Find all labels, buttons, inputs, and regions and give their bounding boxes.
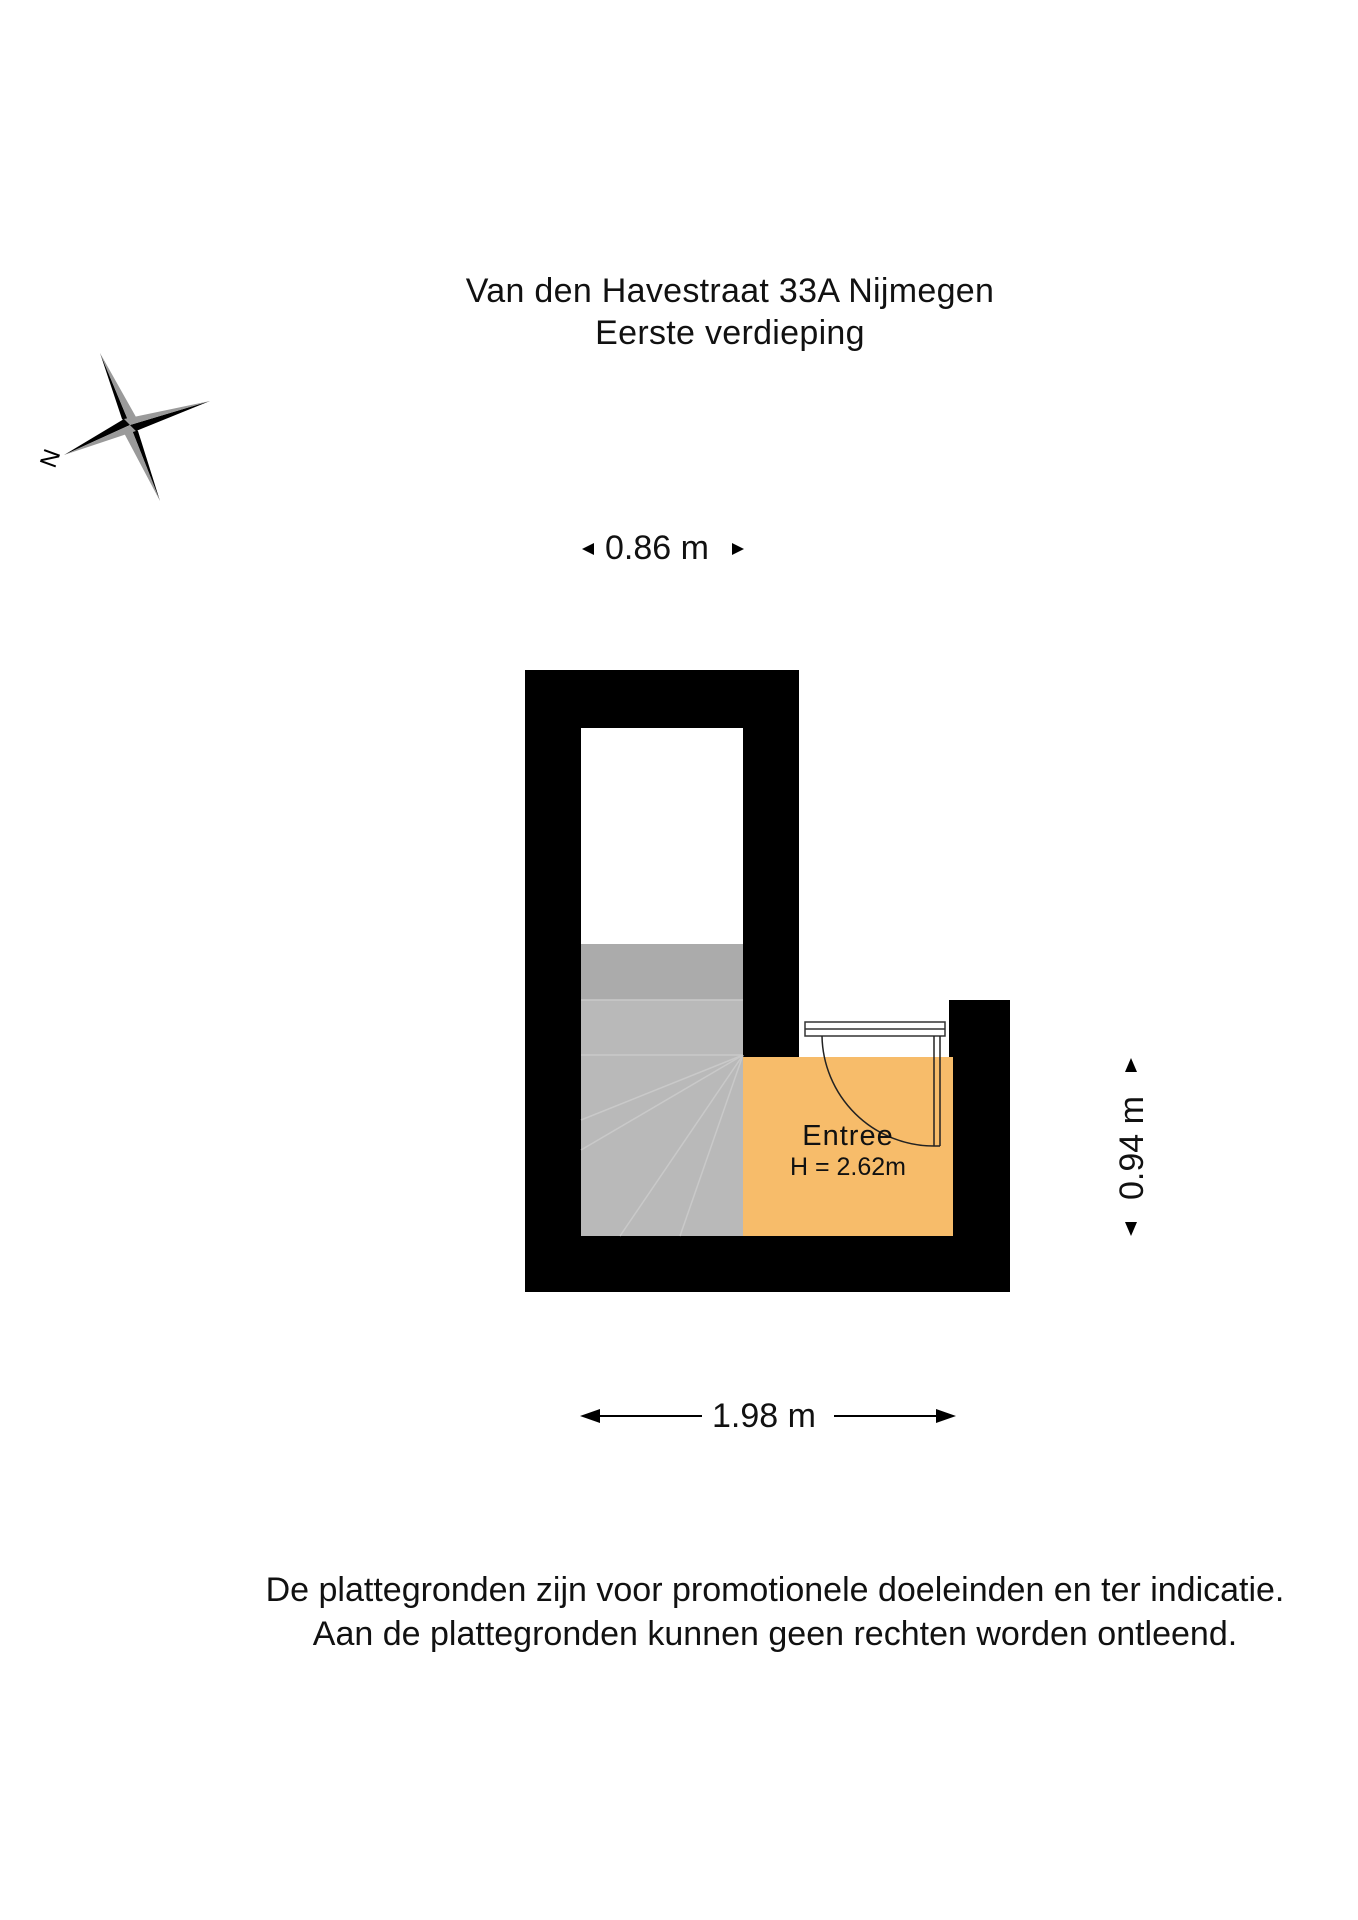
north-label: N: [35, 445, 67, 472]
dimension-bottom-label: 1.98 m: [712, 1397, 816, 1435]
plan-title: Van den Havestraat 33A Nijmegen: [465, 272, 995, 310]
room-height: H = 2.62m: [789, 1153, 907, 1181]
room-label-entree: [743, 1120, 953, 1182]
disclaimer-line-2: Aan de plattegronden kunnen geen rechten worden ontleend.: [312, 1615, 1238, 1653]
dimension-right-label: 0.94 m: [1113, 1096, 1151, 1200]
disclaimer-line-1: De plattegronden zijn voor promotionele doeleinden en ter indicatie.: [265, 1571, 1285, 1609]
floor-name: Eerste verdieping: [595, 314, 865, 352]
stair-void: [581, 728, 743, 944]
room-name: Entree: [802, 1120, 894, 1152]
dimension-top-label: 0.86 m: [605, 529, 709, 567]
